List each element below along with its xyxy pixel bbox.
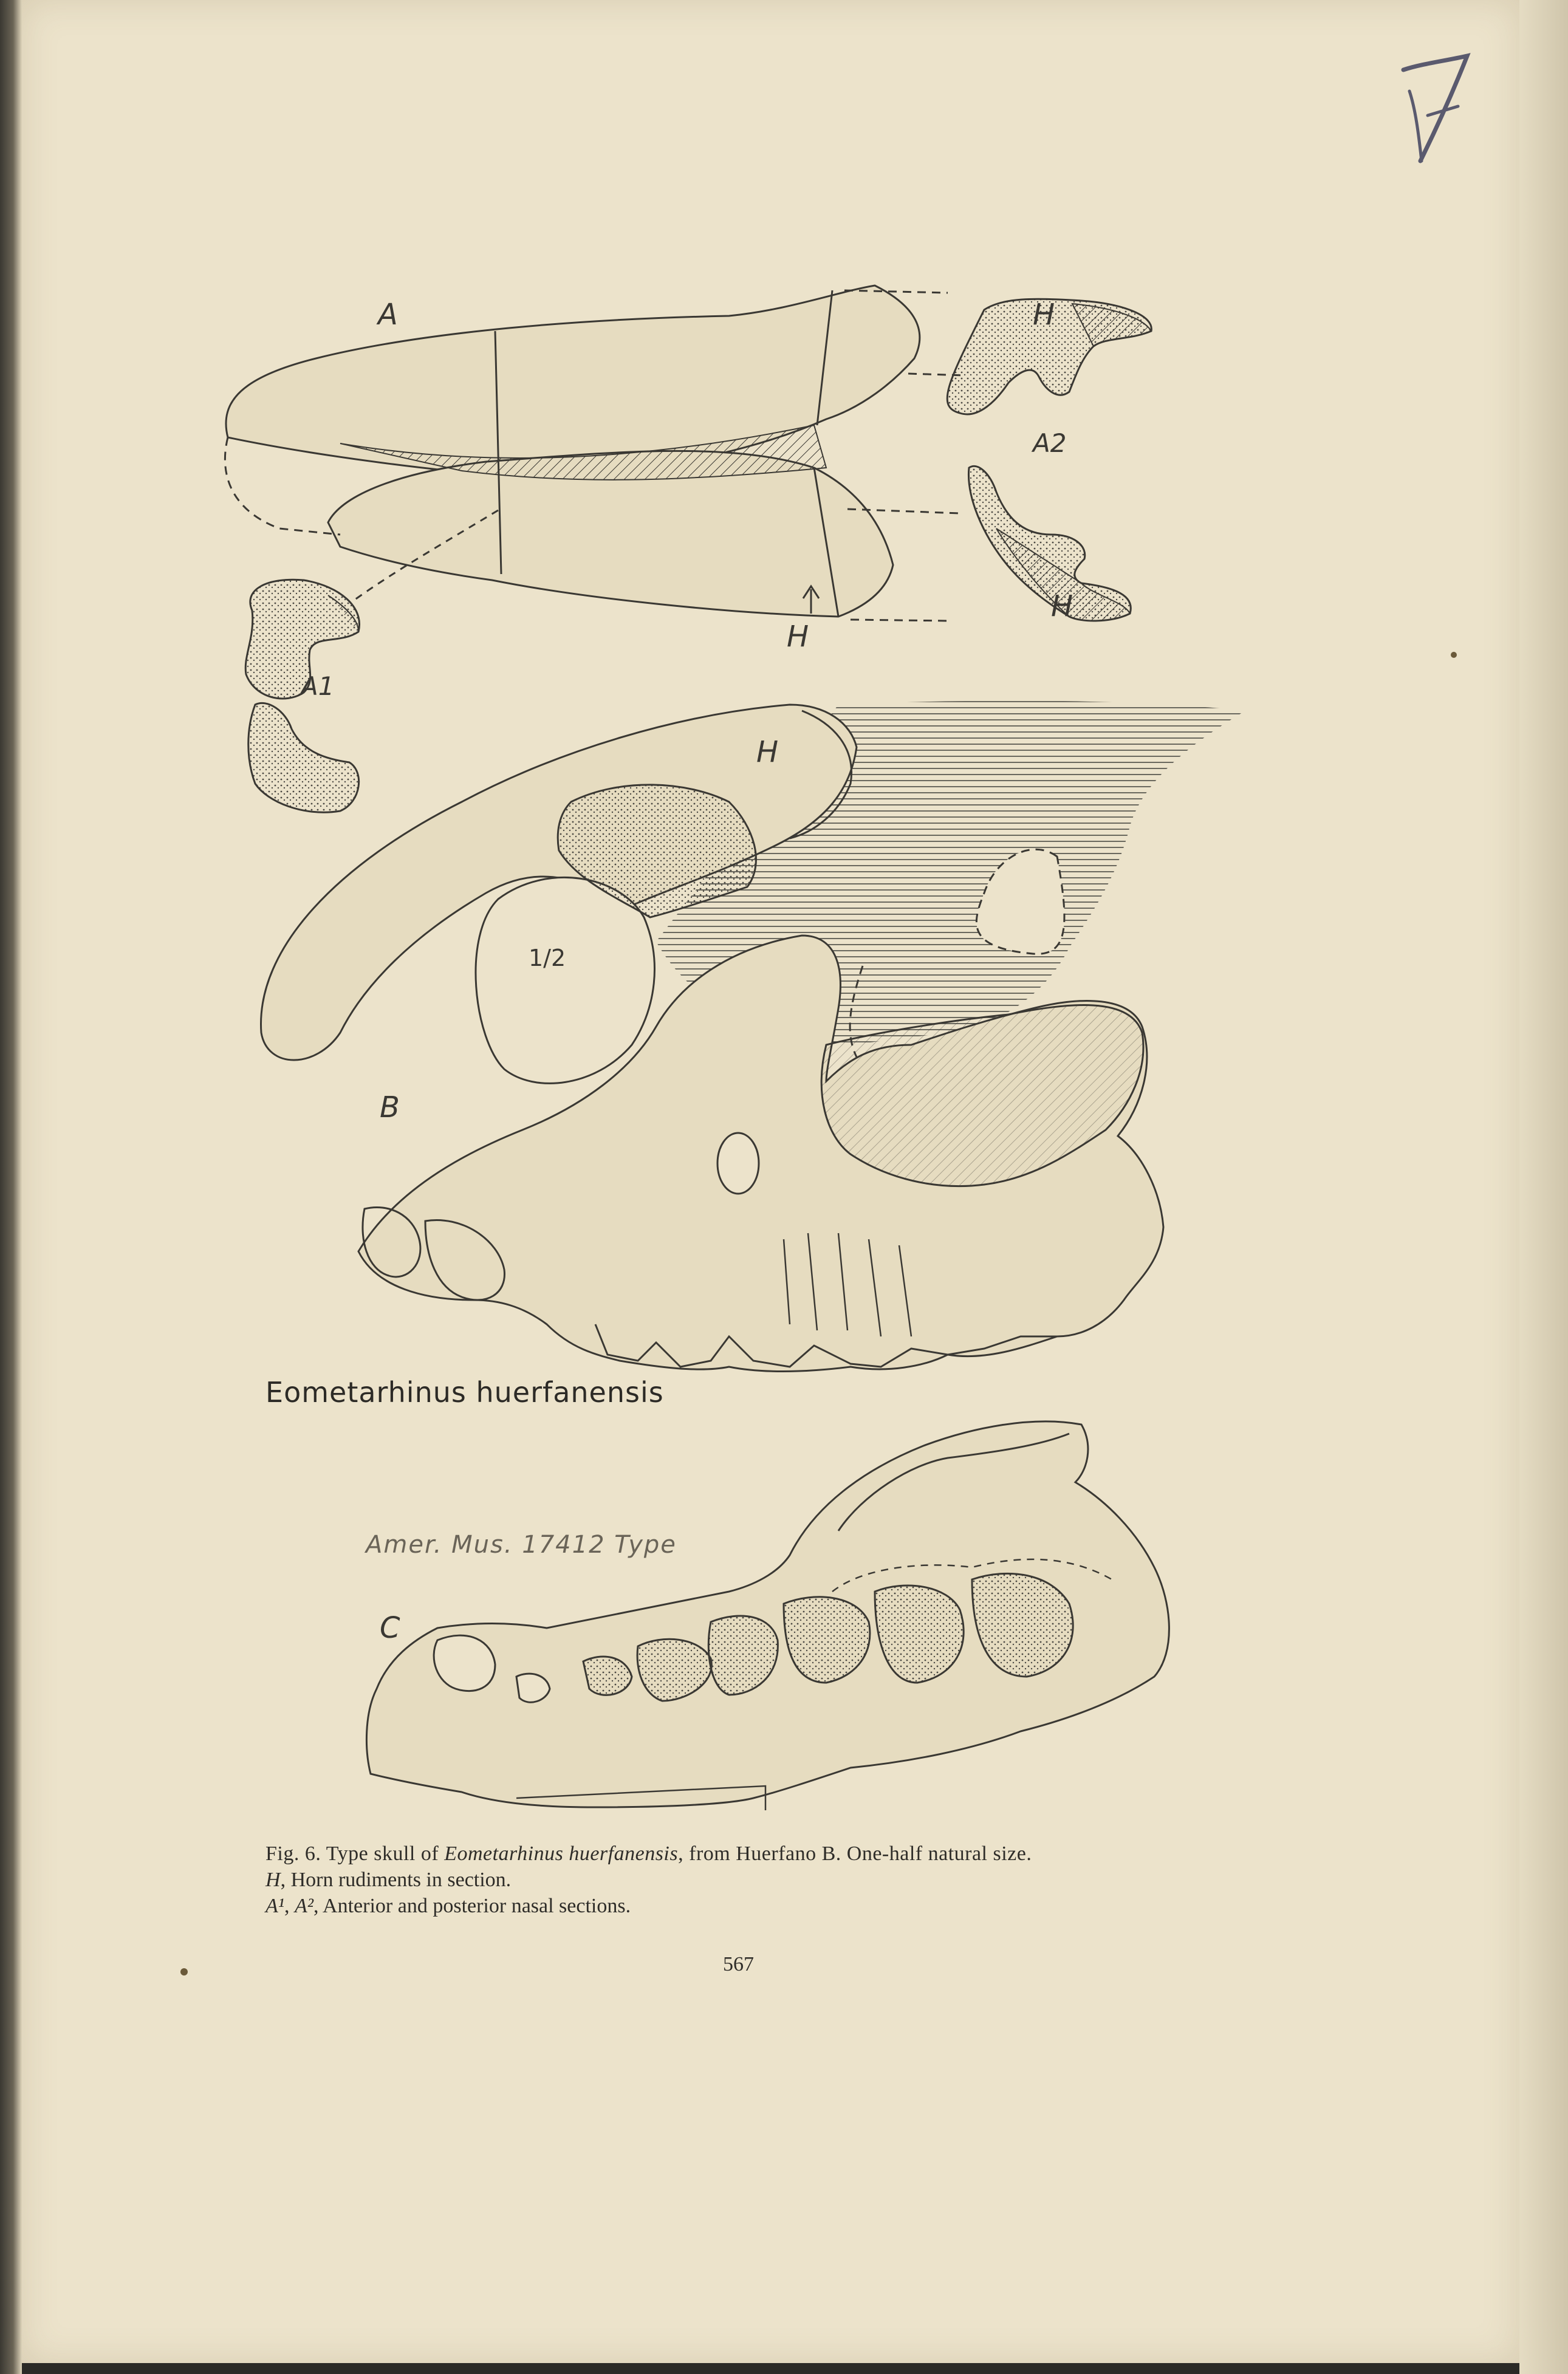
caption-h-text: , Horn rudiments in section. — [280, 1869, 512, 1891]
caption-fig-label: Fig. 6. Type skull of — [265, 1842, 445, 1865]
scale-fraction: 1/2 — [529, 945, 566, 971]
figure-caption — [265, 1841, 1238, 1919]
paper-speck — [1451, 652, 1457, 658]
panel-letter-c: C — [380, 1611, 400, 1645]
panel-letter-b: B — [380, 1090, 400, 1124]
panel-letter-h: H — [1051, 589, 1073, 623]
panel-letter-a: A — [378, 298, 398, 332]
panel-letter-h: H — [756, 735, 779, 769]
figure-b-lateral-skull — [261, 700, 1245, 1371]
panel-letter-a1: A1 — [301, 671, 335, 701]
caption-line-1 — [265, 1841, 1238, 1867]
panel-letter-h: H — [1033, 298, 1055, 332]
figure-c-mandible — [366, 1421, 1169, 1810]
page-number: 567 — [723, 1953, 754, 1975]
specimen-label: Amer. Mus. 17412 Type — [366, 1531, 677, 1559]
paper-speck — [180, 1968, 188, 1975]
caption-a2-symbol: A² — [294, 1895, 313, 1917]
caption-h-symbol: H — [265, 1869, 281, 1891]
figure-a-dorsal-nasals — [225, 286, 966, 621]
caption-source: , from Huerfano B. One-half natural size. — [678, 1842, 1032, 1865]
species-label: Eometarhinus huerfanensis — [265, 1376, 664, 1409]
caption-line-3: A¹, A², Anterior and posterior nasal sections. — [265, 1895, 631, 1917]
caption-a-text: , Anterior and posterior nasal sections. — [313, 1895, 631, 1917]
caption-a1-symbol: A¹ — [265, 1895, 284, 1917]
panel-letter-a2: A2 — [1033, 428, 1067, 458]
figure-a2-posterior-sections — [947, 299, 1151, 621]
caption-species-name: Eometarhinus huerfanensis — [444, 1842, 679, 1865]
panel-letter-h: H — [787, 620, 809, 654]
caption-line-2 — [265, 1867, 1238, 1893]
